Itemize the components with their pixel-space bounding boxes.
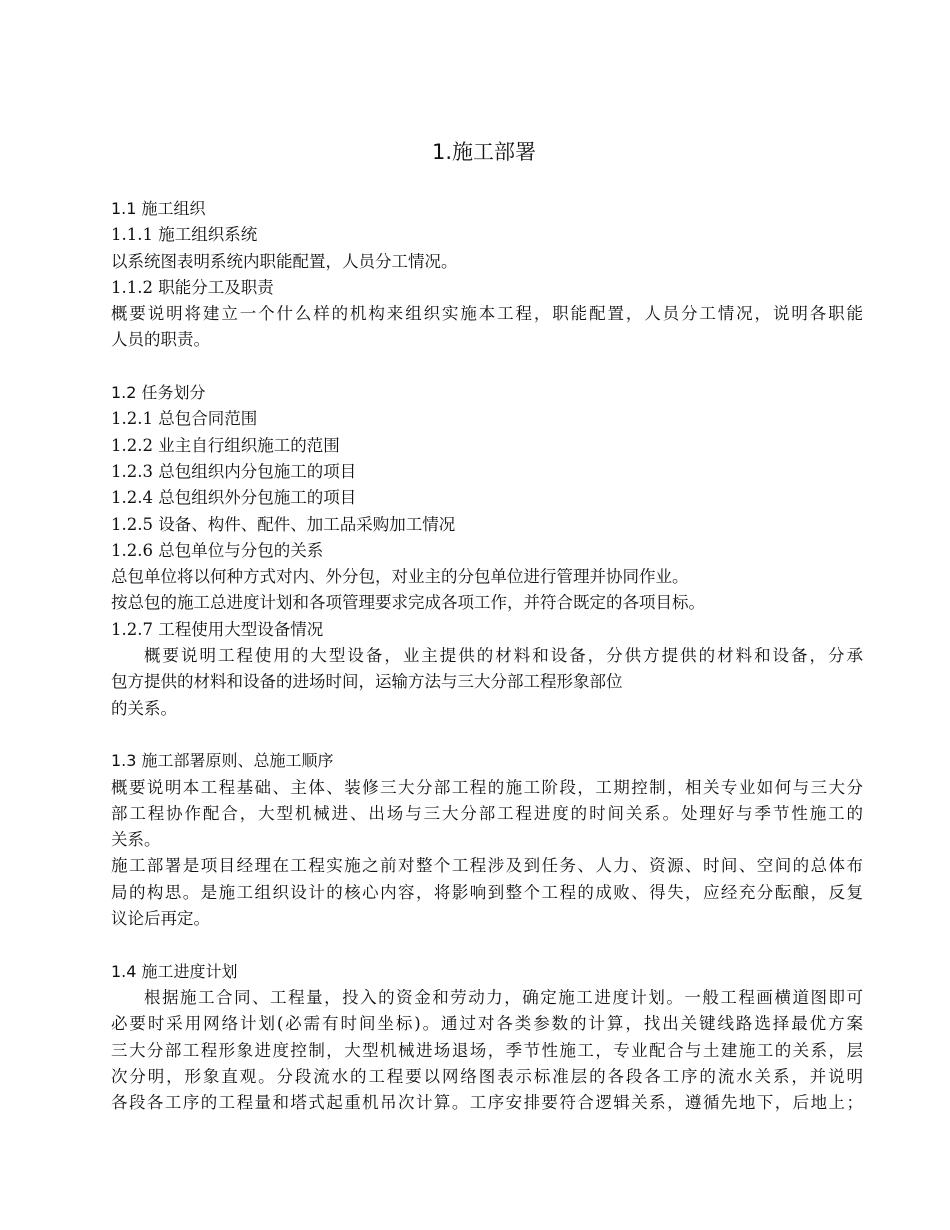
subsection-heading-1-1-1: 1.1.1 施工组织系统 [111, 225, 258, 245]
paragraph-line: 以系统图表明系统内职能配置，人员分工情况。 [111, 251, 458, 271]
paragraph-line: 局的构思。是施工组织设计的核心内容，将影响到整个工程的成败、得失，应经充分酝酿，反复 [111, 882, 863, 902]
spacer [111, 354, 863, 380]
section-heading-1-1: 1.1 施工组织 [111, 199, 206, 218]
paragraph-line: 必要时采用网络计划(必需有时间坐标)。通过对各类参数的计算，找出关键线路选择最优方案 [111, 1014, 863, 1034]
paragraph-line: 概要说明将建立一个什么样的机构来组织实施本工程，职能配置，人员分工情况，说明各职能 [111, 304, 863, 324]
subsection-heading-1-2-3: 1.2.3 总包组织内分包施工的项目 [111, 461, 357, 481]
paragraph-line: 按总包的施工总进度计划和各项管理要求完成各项工作，并符合既定的各项目标。 [111, 593, 705, 613]
subsection-heading-1-2-2: 1.2.2 业主自行组织施工的范围 [111, 435, 340, 455]
subsection-heading-1-2-4: 1.2.4 总包组织外分包施工的项目 [111, 488, 357, 508]
section-heading-1-2: 1.2 任务划分 [111, 383, 206, 403]
paragraph-line: 部工程协作配合，大型机械进、出场与三大分部工程进度的时间关系。处理好与季节性施工的 [111, 803, 863, 823]
paragraph-line: 概要说明工程使用的大型设备，业主提供的材料和设备，分供方提供的材料和设备，分承 [144, 646, 863, 666]
paragraph-line: 施工部署是项目经理在工程实施之前对整个工程涉及到任务、人力、资源、时间、空间的总体布 [111, 856, 863, 876]
section-heading-1-4: 1.4 施工进度计划 [111, 961, 238, 981]
paragraph-line: 包方提供的材料和设备的进场时间，运输方法与三大分部工程形象部位 [111, 672, 623, 692]
page-title: 1.施工部署 [431, 140, 537, 164]
paragraph-line: 各段各工序的工程量和塔式起重机吊次计算。工序安排要符合逻辑关系，遵循先地下，后地上； [111, 1093, 863, 1113]
section-heading-1-3: 1.3 施工部署原则、总施工顺序 [111, 751, 334, 771]
document-body [111, 196, 863, 1116]
paragraph-line: 次分明，形象直观。分段流水的工程要以网络图表示标准层的各段各工序的流水关系，并说明 [111, 1066, 863, 1086]
subsection-heading-1-1-2: 1.1.2 职能分工及职责 [111, 277, 274, 297]
subsection-heading-1-2-5: 1.2.5 设备、构件、配件、加工品采购加工情况 [111, 514, 456, 534]
paragraph-line: 三大分部工程形象进度控制，大型机械进场退场，季节性施工，专业配合与土建施工的关系，层 [111, 1040, 863, 1060]
subsection-heading-1-2-6: 1.2.6 总包单位与分包的关系 [111, 540, 324, 560]
spacer [111, 932, 863, 958]
paragraph-line: 总包单位将以何种方式对内、外分包，对业主的分包单位进行管理并协同作业。 [111, 567, 689, 587]
paragraph-line: 议论后再定。 [111, 909, 210, 929]
subsection-heading-1-2-7: 1.2.7 工程使用大型设备情况 [111, 619, 324, 639]
paragraph-line: 根据施工合同、工程量，投入的资金和劳动力，确定施工进度计划。一般工程画横道图即可 [144, 987, 863, 1007]
subsection-heading-1-2-1: 1.2.1 总包合同范围 [111, 409, 258, 429]
paragraph-line: 人员的职责。 [111, 330, 210, 350]
spacer [111, 722, 863, 748]
paragraph-line: 关系。 [111, 830, 161, 850]
paragraph-line: 概要说明本工程基础、主体、装修三大分部工程的施工阶段，工期控制，相关专业如何与三大分 [111, 777, 863, 797]
paragraph-line: 的关系。 [111, 698, 177, 718]
